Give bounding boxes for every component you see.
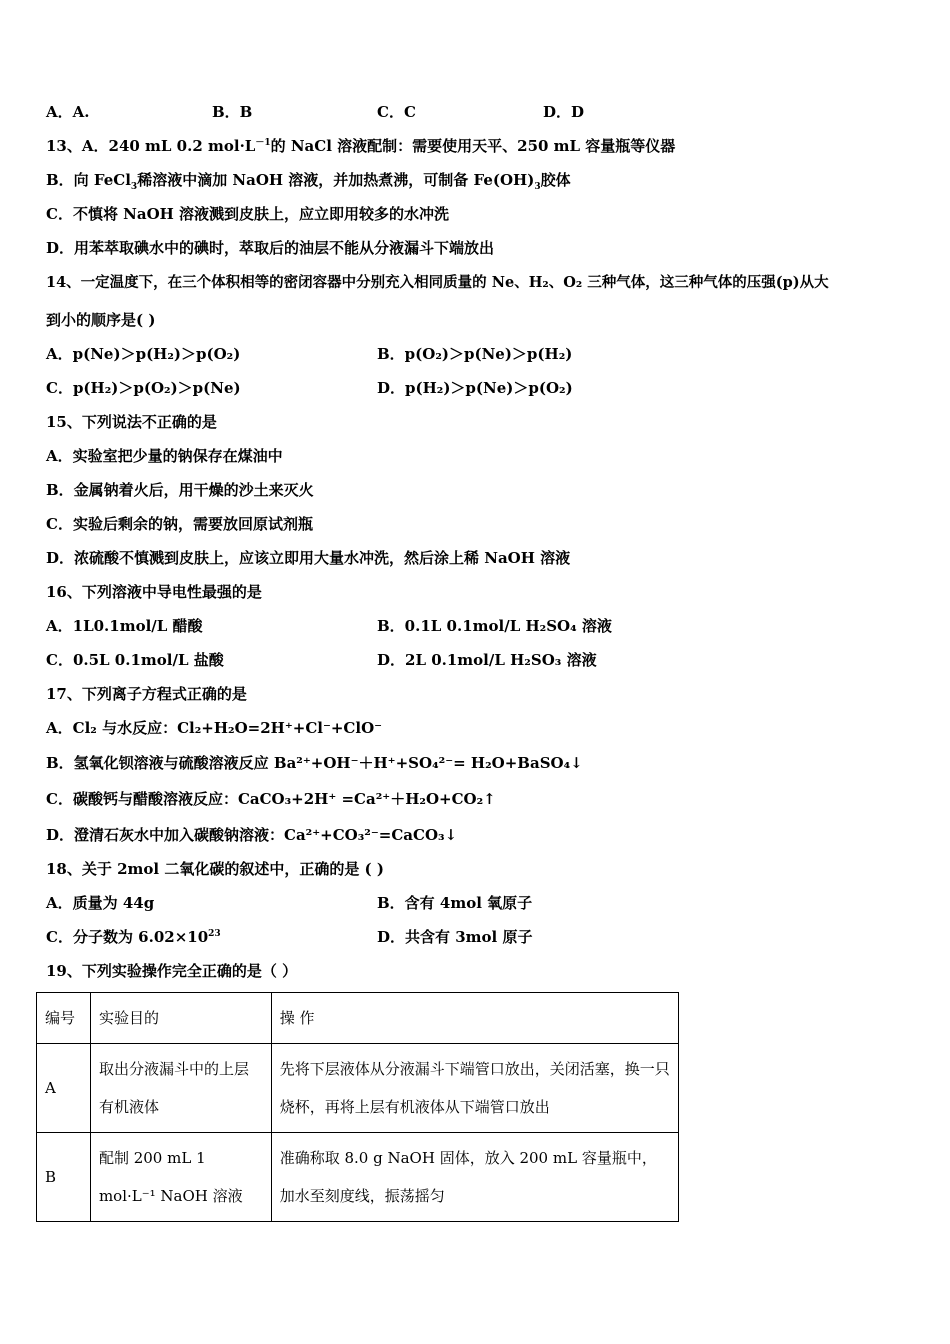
table-header-row: [37, 993, 679, 1044]
table-header-purpose: 实验目的: [90, 993, 271, 1044]
q13-stem: 13、A．240 mL 0.2 $mol\cdot L^{-1}$的 NaCl 溶液配制：需要使用天平、250 mL 容量瓶等仪器: [46, 137, 676, 155]
q12-option-d: D．D: [543, 103, 585, 121]
q12-option-a: A．A.: [46, 103, 90, 121]
q16-option-a: A．1L0.1mol/L 醋酸: [46, 617, 203, 635]
table-cell-id: A: [37, 1044, 91, 1133]
q19-stem: 19、下列实验操作完全正确的是（ ）: [46, 962, 298, 980]
table-header-id: 编号: [37, 993, 91, 1044]
q14-option-d: D．p(H₂)＞p(Ne)＞p(O₂): [377, 379, 573, 397]
q13-option-b: B．向 FeCl$_3$稀溶液中滴加 NaOH 溶液，并加热煮沸，可制备 $Fe(OH)_3$胶体: [46, 171, 571, 192]
q12-option-b: B．B: [212, 103, 253, 121]
q14-option-a: A．p(Ne)＞p(H₂)＞p(O₂): [46, 345, 241, 363]
q18-option-c: C．分子数为 $6.02\times 10^{23}$: [46, 928, 221, 946]
q16-option-d: D．2L 0.1mol/L H₂SO₃ 溶液: [377, 651, 597, 669]
table-row: [37, 1133, 679, 1222]
table-cell-operation: 先将下层液体从分液漏斗下端管口放出，关闭活塞，换一只烧杯，再将上层有机液体从下端管口放出: [271, 1044, 678, 1133]
q12-option-c: C．C: [377, 103, 416, 121]
q16-stem: 16、下列溶液中导电性最强的是: [46, 583, 262, 601]
q16-option-b: B．0.1L 0.1mol/L H₂SO₄ 溶液: [377, 617, 612, 635]
q19-table: [36, 992, 679, 1222]
table-cell-id: B: [37, 1133, 91, 1222]
q17-option-d: D．澄清石灰水中加入碳酸钠溶液：Ca²⁺+CO₃²⁻=CaCO₃↓: [46, 826, 458, 844]
q17-option-a: A．Cl₂ 与水反应：Cl₂+H₂O=2H⁺+Cl⁻+ClO⁻: [46, 719, 383, 737]
table-cell-operation: 准确称取 8.0 g NaOH 固体，放入 200 mL 容量瓶中，加水至刻度线，振荡摇匀: [271, 1133, 678, 1222]
table-header-operation: 操 作: [271, 993, 678, 1044]
q18-stem: 18、关于 2mol 二氧化碳的叙述中，正确的是 ( ): [46, 860, 384, 878]
table-cell-purpose: 取出分液漏斗中的上层有机液体: [90, 1044, 271, 1133]
q15-option-a: A．实验室把少量的钠保存在煤油中: [46, 447, 283, 465]
q17-stem: 17、下列离子方程式正确的是: [46, 685, 247, 703]
q18-option-d: D．共含有 3mol 原子: [377, 928, 533, 946]
table-cell-purpose: 配制 200 mL 1 mol·L⁻¹ NaOH 溶液: [90, 1133, 271, 1222]
q18-option-b: B．含有 4mol 氧原子: [377, 894, 533, 912]
q14-stem-line2: 到小的顺序是( ): [46, 311, 156, 329]
q13-option-d: D．用苯萃取碘水中的碘时，萃取后的油层不能从分液漏斗下端放出: [46, 239, 495, 257]
q16-option-c: C．0.5L 0.1mol/L 盐酸: [46, 651, 224, 669]
q18-option-a: A．质量为 44g: [46, 894, 155, 912]
q14-option-c: C．p(H₂)＞p(O₂)＞p(Ne): [46, 379, 241, 397]
q14-option-b: B．p(O₂)＞p(Ne)＞p(H₂): [377, 345, 573, 363]
q15-option-c: C．实验后剩余的钠，需要放回原试剂瓶: [46, 515, 313, 533]
q15-option-d: D．浓硫酸不慎溅到皮肤上，应该立即用大量水冲洗，然后涂上稀 NaOH 溶液: [46, 549, 571, 567]
q15-option-b: B．金属钠着火后，用干燥的沙土来灭火: [46, 481, 314, 499]
q13-option-c: C．不慎将 NaOH 溶液溅到皮肤上，应立即用较多的水冲洗: [46, 205, 450, 223]
table-row: [37, 1044, 679, 1133]
q17-option-b: B．氢氧化钡溶液与硫酸溶液反应 Ba²⁺+OH⁻＋H⁺+SO₄²⁻= H₂O+BaSO₄↓: [46, 754, 583, 772]
q15-stem: 15、下列说法不正确的是: [46, 413, 217, 431]
q14-stem-line1: 14、一定温度下，在三个体积相等的密闭容器中分别充入相同质量的 Ne、H₂、O₂ 三种气体，这三种气体的压强(p)从大: [46, 274, 829, 291]
q17-option-c: C．碳酸钙与醋酸溶液反应：CaCO₃+2H⁺ =Ca²⁺＋H₂O+CO₂↑: [46, 790, 496, 808]
